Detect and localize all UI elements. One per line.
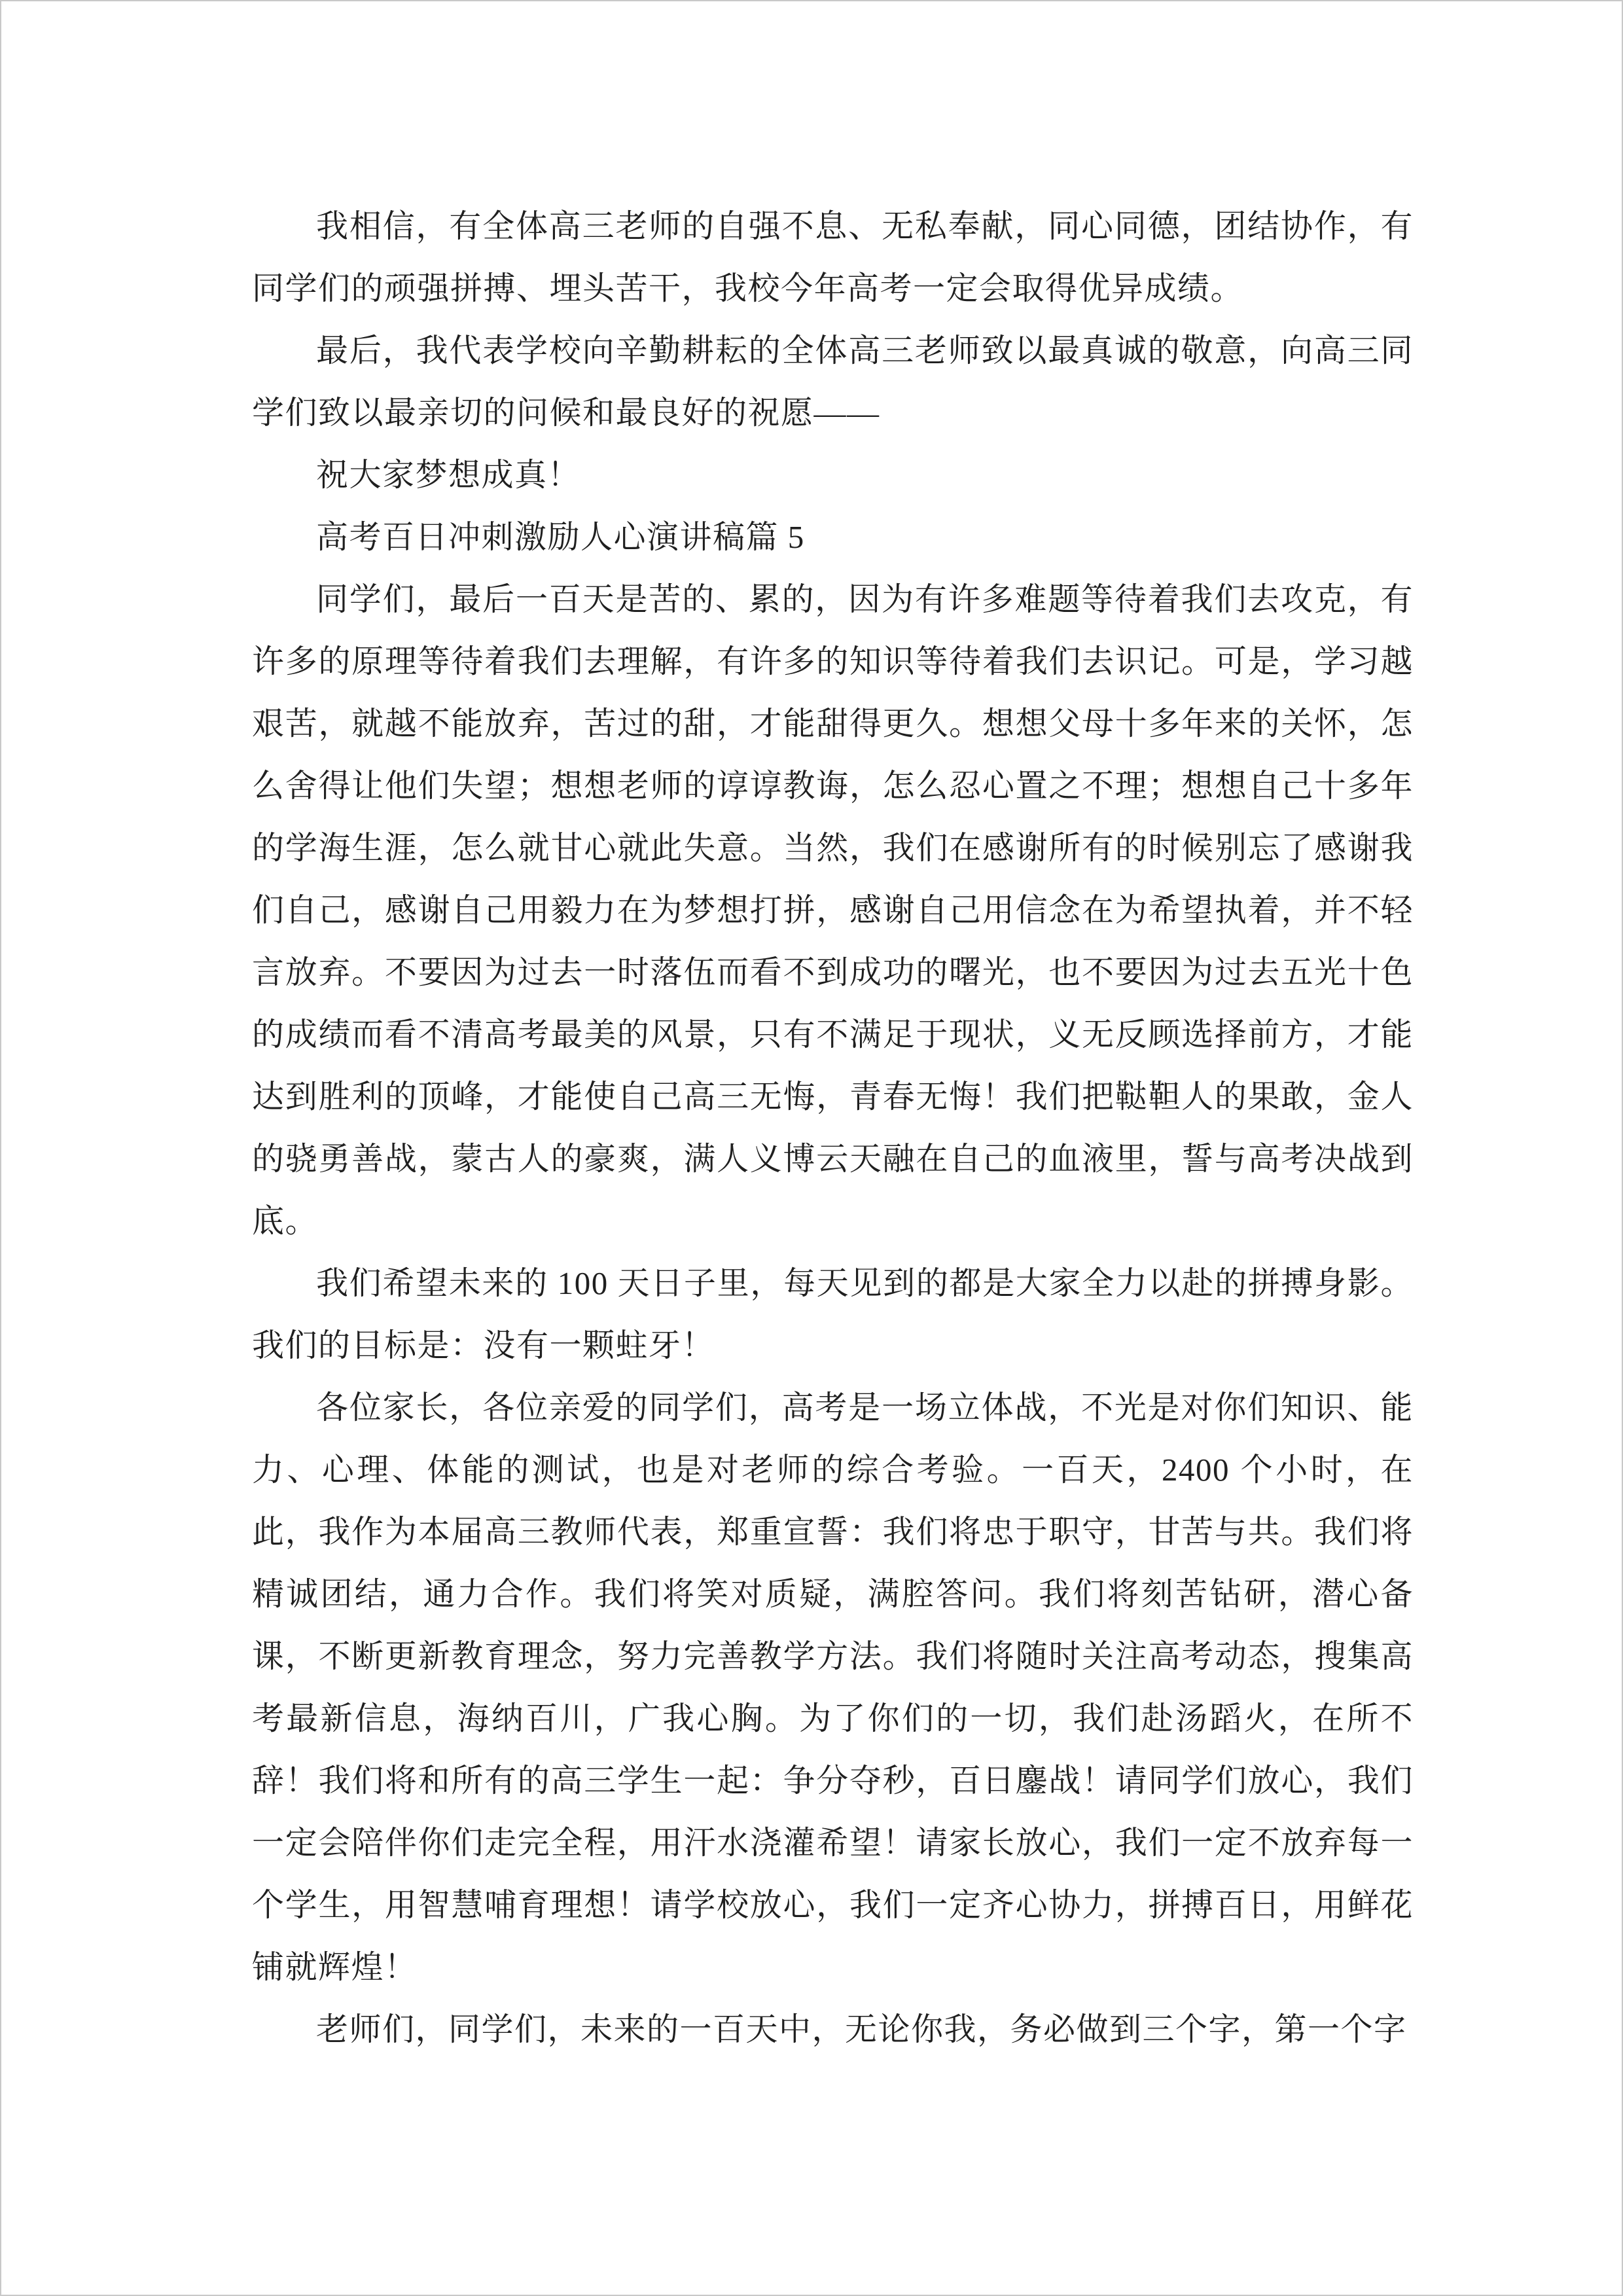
paragraph-speech-body: 同学们，最后一百天是苦的、累的，因为有许多难题等待着我们去攻克，有许多的原理等待着我们去理解，有许多的知识等待着我们去识记。可是，学习越艰苦，就越不能放弃，苦过的甜，才能甜得更久。想想父母十多年来的关怀，怎么舍得让他们失望；想想老师的谆谆教诲，怎么忍心置之不理；想想自己十多年的学海生涯，怎么就甘心就此失意。当然，我们在感谢所有的时候别忘了感谢我们自己，感谢自己用毅力在为梦想打拼，感谢自己用信念在为希望执着，并不轻言放弃。不要因为过去一时落伍而看不到成功的曙光，也不要因为过去五光十色的成绩而看不清高考最美的风景，只有不满足于现状，义无反顾选择前方，才能达到胜利的顶峰，才能使自己高三无悔，青春无悔！我们把鞑靼人的果敢，金人的骁勇善战，蒙古人的豪爽，满人义博云天融在自己的血液里，誓与高考决战到底。 [252,581,1414,1239]
paragraph-three-words: 老师们，同学们，未来的一百天中，无论你我，务必做到三个字，第一个字 [316,2011,1407,2047]
paragraph-teacher-oath: 各位家长，各位亲爱的同学们，高考是一场立体战，不光是对你们知识、能力、心理、体能的测试，也是对老师的综合考验。一百天，2400 个小时，在此，我作为本届高三教师代表，郑重宣誓：我们将忠于职守，甘苦与共。我们将精诚团结，通力合作。我们将笑对质疑，满腔答问。我们将刻苦钻研，潜心备课，不断更新教育理念，努力完善教学方法。我们将随时关注高考动态，搜集高考最新信息，海纳百川，广我心胸。为了你们的一切，我们赴汤蹈火，在所不辞！我们将和所有的高三学生一起：争分夺秒，百日鏖战！请同学们放心，我们一定会陪伴你们走完全程，用汗水浇灌希望！请家长放心，我们一定不放弃每一个学生，用智慧哺育理想！请学校放心，我们一定齐心协力，拼搏百日，用鲜花铺就辉煌！ [252,1390,1414,1985]
document-body [1,1,1622,2060]
paragraph-wish: 祝大家梦想成真！ [316,457,581,493]
paragraph-goal: 我们希望未来的 100 天日子里，每天见到的都是大家全力以赴的拼搏身影。我们的目标是：没有一颗蛀牙！ [252,1265,1414,1363]
paragraph-tribute: 最后，我代表学校向辛勤耕耘的全体高三老师致以最真诚的敬意，向高三同学们致以最亲切的问候和最良好的祝愿—— [252,332,1414,431]
paragraph-belief: 我相信，有全体高三老师的自强不息、无私奉献，同心同德，团结协作，有同学们的顽强拼搏、埋头苦干，我校今年高考一定会取得优异成绩。 [252,208,1414,306]
section-heading: 高考百日冲刺激励人心演讲稿篇 5 [316,519,805,555]
